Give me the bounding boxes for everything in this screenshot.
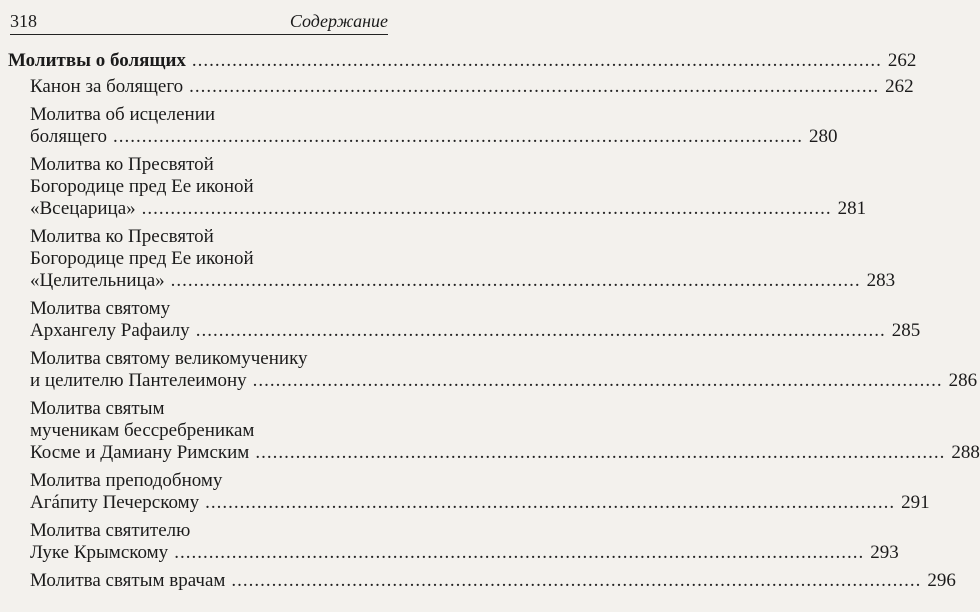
toc-entry: [0, 298, 921, 342]
toc-entry: [0, 226, 896, 292]
toc-entry-line: Молитва ко Пресвятой: [30, 154, 214, 175]
toc-entry-last-line: [30, 570, 956, 592]
toc-entry-line: Молитва святителю: [30, 520, 191, 541]
toc-entry-line: Богородице пред Ее иконой: [30, 248, 254, 269]
toc-page-number: 291: [901, 492, 930, 513]
toc-entry-last-line: [30, 270, 896, 292]
dot-leader: ........................................................................................................................: [170, 270, 861, 291]
toc-entry-line: болящего: [30, 126, 108, 147]
toc-entry: [0, 470, 930, 514]
running-title: Содержание: [289, 11, 388, 31]
toc-page-number: 285: [891, 320, 921, 341]
toc-entry-line: Луке Крымскому: [30, 542, 169, 563]
toc-entry-last-line: [30, 320, 921, 342]
toc-entry: [0, 76, 914, 98]
toc-page-number: 283: [866, 270, 896, 291]
toc-page-number: 288: [951, 442, 980, 463]
toc-entry-line: мученикам бессребреникам: [30, 420, 255, 441]
toc-entry-line: «Всецарица»: [30, 198, 136, 219]
toc-entry-line: Молитва святому: [30, 298, 171, 319]
toc-page-number: 280: [809, 126, 838, 147]
dot-leader: ........................................................................................................................: [255, 442, 946, 463]
toc-entry: [0, 570, 956, 592]
toc-page-number: 293: [870, 542, 899, 563]
toc-entry-line: Молитвы о болящих: [8, 50, 186, 71]
toc-entry: [0, 348, 978, 392]
toc-entry: [0, 520, 899, 564]
dot-leader: ........................................................................................................................: [191, 50, 882, 71]
toc-entry: [0, 154, 867, 220]
toc-entry-line: Агáпиту Печерскому: [30, 492, 200, 513]
toc-entry-last-line: [30, 76, 914, 98]
toc-entry-line: Молитва об исцелении: [30, 104, 216, 125]
dot-leader: ........................................................................................................................: [231, 570, 922, 591]
toc-entry-last-line: [30, 442, 980, 464]
page-number: 318: [10, 11, 37, 31]
page-header: [10, 8, 388, 35]
toc-entry-last-line: [30, 370, 978, 392]
dot-leader: ........................................................................................................................: [174, 542, 865, 563]
toc-entry-line: «Целительница»: [30, 270, 165, 291]
toc-entry-last-line: [8, 50, 917, 72]
dot-leader: ........................................................................................................................: [189, 76, 880, 97]
toc-entry-line: Молитва ко Пресвятой: [30, 226, 214, 247]
toc-section: [0, 50, 917, 72]
toc-entry-last-line: [30, 198, 867, 220]
toc-entry: [0, 398, 980, 464]
toc-page-number: 296: [927, 570, 956, 591]
dot-leader: ........................................................................................................................: [252, 370, 943, 391]
toc-entry-line: Молитва преподобному: [30, 470, 223, 491]
toc-entry-line: Богородице пред Ее иконой: [30, 176, 254, 197]
toc-entry-last-line: [30, 126, 838, 148]
toc-entry-line: Молитва святым: [30, 398, 165, 419]
dot-leader: ........................................................................................................................: [205, 492, 896, 513]
toc-entry-last-line: [30, 542, 899, 564]
toc-entry-line: Молитва святым врачам: [30, 570, 226, 591]
toc-page-number: 286: [948, 370, 978, 391]
toc-page-number: 262: [887, 50, 917, 71]
table-of-contents: [0, 50, 980, 598]
toc-entry-line: Архангелу Рафаилу: [30, 320, 190, 341]
toc-entry-line: Косме и Дамиану Римским: [30, 442, 250, 463]
toc-entry: [0, 104, 838, 148]
dot-leader: ........................................................................................................................: [141, 198, 832, 219]
toc-page-number: 281: [837, 198, 867, 219]
toc-entry-line: Канон за болящего: [30, 76, 184, 97]
toc-entry-line: и целителю Пантелеимону: [30, 370, 247, 391]
dot-leader: ........................................................................................................................: [195, 320, 886, 341]
toc-entry-last-line: [30, 492, 930, 514]
toc-page-number: 262: [885, 76, 914, 97]
dot-leader: ........................................................................................................................: [113, 126, 804, 147]
toc-entry-line: Молитва святому великомученику: [30, 348, 308, 369]
